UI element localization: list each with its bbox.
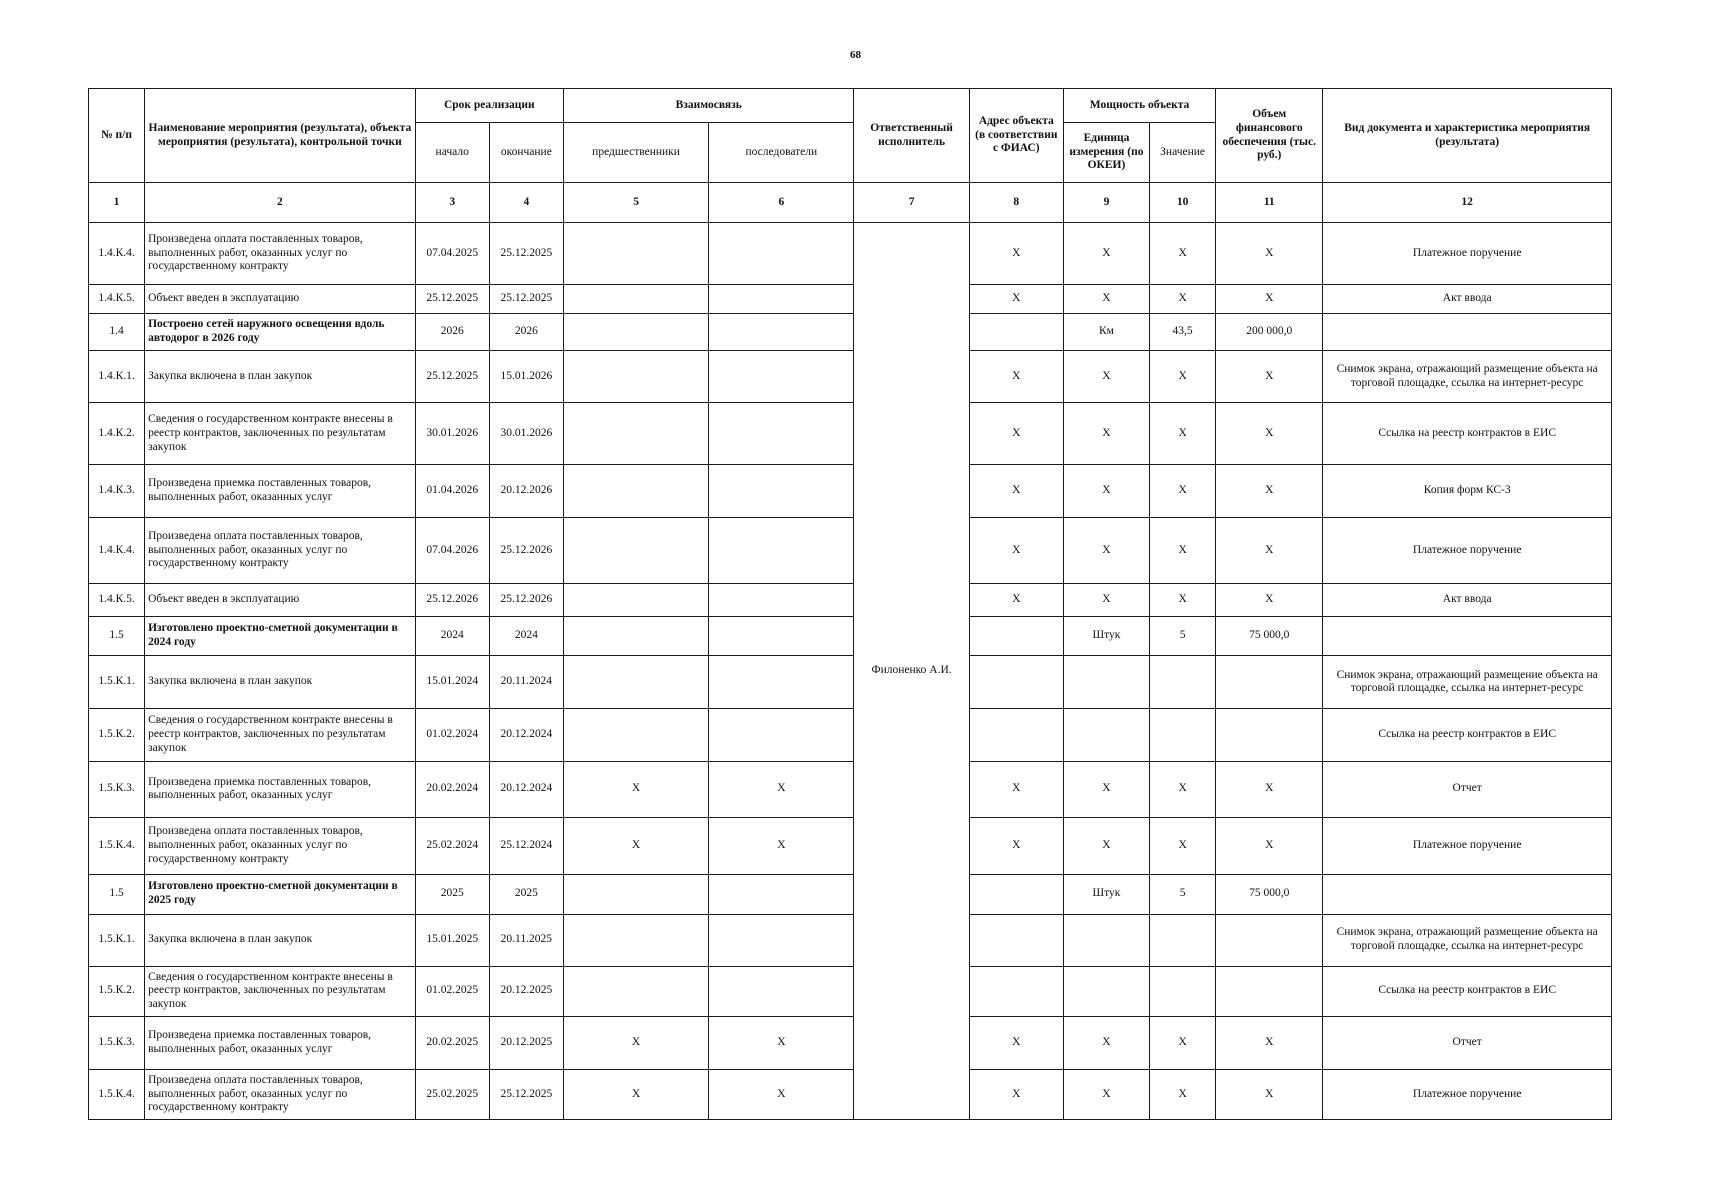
end-date: 30.01.2026 bbox=[489, 403, 563, 465]
end-date: 25.12.2026 bbox=[489, 583, 563, 617]
predecessors-cell bbox=[563, 284, 708, 313]
address-cell bbox=[969, 617, 1063, 656]
predecessors-cell: X bbox=[563, 761, 708, 817]
document-cell: Снимок экрана, отражающий размещение объекта на торговой площадке, ссылка на интернет-ресурс bbox=[1323, 351, 1612, 403]
followers-cell: X bbox=[709, 818, 854, 874]
end-date: 15.01.2026 bbox=[489, 351, 563, 403]
header-responsible: Ответственный исполнитель bbox=[854, 89, 969, 183]
event-name: Закупка включена в план закупок bbox=[145, 656, 416, 709]
predecessors-cell bbox=[563, 709, 708, 761]
row-number: 1.4.К.5. bbox=[89, 284, 145, 313]
document-cell: Ссылка на реестр контрактов в ЕИС bbox=[1323, 709, 1612, 761]
header-relation: Взаимосвязь bbox=[563, 89, 854, 123]
row-number: 1.4.К.4. bbox=[89, 518, 145, 583]
predecessors-cell bbox=[563, 223, 708, 285]
unit-cell: X bbox=[1063, 284, 1149, 313]
address-cell: X bbox=[969, 518, 1063, 583]
table-row bbox=[89, 966, 1612, 1016]
predecessors-cell bbox=[563, 617, 708, 656]
start-date: 07.04.2025 bbox=[415, 223, 489, 285]
finance-cell: X bbox=[1216, 465, 1323, 518]
page-number: 68 bbox=[850, 49, 861, 61]
followers-cell bbox=[709, 617, 854, 656]
value-cell: X bbox=[1150, 223, 1216, 285]
header-finance: Объем финансового обеспечения (тыс. руб.) bbox=[1216, 89, 1323, 183]
event-name: Закупка включена в план закупок bbox=[145, 914, 416, 966]
finance-cell: 200 000,0 bbox=[1216, 314, 1323, 351]
document-cell: Отчет bbox=[1323, 1016, 1612, 1069]
value-cell: X bbox=[1150, 818, 1216, 874]
end-date: 20.11.2024 bbox=[489, 656, 563, 709]
header-num: № п/п bbox=[89, 89, 145, 183]
predecessors-cell bbox=[563, 874, 708, 914]
table-body bbox=[89, 223, 1612, 1120]
value-cell: X bbox=[1150, 284, 1216, 313]
row-number: 1.5.К.1. bbox=[89, 656, 145, 709]
document-cell: Снимок экрана, отражающий размещение объекта на торговой площадке, ссылка на интернет-ресурс bbox=[1323, 914, 1612, 966]
followers-cell bbox=[709, 966, 854, 1016]
followers-cell: X bbox=[709, 1069, 854, 1119]
row-number: 1.5.К.3. bbox=[89, 1016, 145, 1069]
finance-cell: X bbox=[1216, 284, 1323, 313]
finance-cell: X bbox=[1216, 518, 1323, 583]
column-number: 2 bbox=[145, 183, 416, 223]
predecessors-cell bbox=[563, 966, 708, 1016]
document-cell: Акт ввода bbox=[1323, 284, 1612, 313]
table-row bbox=[89, 656, 1612, 709]
end-date: 20.12.2026 bbox=[489, 465, 563, 518]
followers-cell bbox=[709, 518, 854, 583]
row-number: 1.4 bbox=[89, 314, 145, 351]
table-row bbox=[89, 1069, 1612, 1119]
end-date: 25.12.2026 bbox=[489, 518, 563, 583]
address-cell: X bbox=[969, 223, 1063, 285]
value-cell: 43,5 bbox=[1150, 314, 1216, 351]
address-cell bbox=[969, 656, 1063, 709]
event-name: Произведена приемка поставленных товаров, выполненных работ, оказанных услуг bbox=[145, 1016, 416, 1069]
column-number: 11 bbox=[1216, 183, 1323, 223]
document-cell: Ссылка на реестр контрактов в ЕИС bbox=[1323, 403, 1612, 465]
event-name: Построено сетей наружного освещения вдоль автодорог в 2026 году bbox=[145, 314, 416, 351]
event-name: Сведения о государственном контракте внесены в реестр контрактов, заключенных по результатам закупок bbox=[145, 966, 416, 1016]
value-cell bbox=[1150, 656, 1216, 709]
row-number: 1.4.К.2. bbox=[89, 403, 145, 465]
predecessors-cell: X bbox=[563, 1069, 708, 1119]
predecessors-cell bbox=[563, 351, 708, 403]
start-date: 07.04.2026 bbox=[415, 518, 489, 583]
header-doc: Вид документа и характеристика мероприятия (результата) bbox=[1323, 89, 1612, 183]
predecessors-cell bbox=[563, 314, 708, 351]
finance-cell: X bbox=[1216, 223, 1323, 285]
end-date: 25.12.2024 bbox=[489, 818, 563, 874]
address-cell: X bbox=[969, 1069, 1063, 1119]
table-row bbox=[89, 617, 1612, 656]
followers-cell: X bbox=[709, 1016, 854, 1069]
value-cell: X bbox=[1150, 761, 1216, 817]
end-date: 25.12.2025 bbox=[489, 284, 563, 313]
table-row bbox=[89, 818, 1612, 874]
header-followers: последователи bbox=[709, 123, 854, 183]
unit-cell bbox=[1063, 709, 1149, 761]
header-end: окончание bbox=[489, 123, 563, 183]
column-number: 7 bbox=[854, 183, 969, 223]
table-row bbox=[89, 518, 1612, 583]
event-name: Сведения о государственном контракте внесены в реестр контрактов, заключенных по результатам закупок bbox=[145, 709, 416, 761]
followers-cell bbox=[709, 709, 854, 761]
start-date: 2026 bbox=[415, 314, 489, 351]
row-number: 1.5.К.1. bbox=[89, 914, 145, 966]
document-cell bbox=[1323, 617, 1612, 656]
end-date: 2024 bbox=[489, 617, 563, 656]
predecessors-cell: X bbox=[563, 818, 708, 874]
event-name: Изготовлено проектно-сметной документации в 2024 году bbox=[145, 617, 416, 656]
end-date: 20.12.2025 bbox=[489, 966, 563, 1016]
column-number: 4 bbox=[489, 183, 563, 223]
document-cell bbox=[1323, 314, 1612, 351]
start-date: 01.02.2024 bbox=[415, 709, 489, 761]
value-cell: X bbox=[1150, 1069, 1216, 1119]
start-date: 25.12.2025 bbox=[415, 351, 489, 403]
column-number: 3 bbox=[415, 183, 489, 223]
followers-cell bbox=[709, 351, 854, 403]
table-row bbox=[89, 465, 1612, 518]
row-number: 1.5 bbox=[89, 874, 145, 914]
end-date: 20.11.2025 bbox=[489, 914, 563, 966]
column-number: 8 bbox=[969, 183, 1063, 223]
unit-cell: Штук bbox=[1063, 874, 1149, 914]
end-date: 25.12.2025 bbox=[489, 223, 563, 285]
finance-cell bbox=[1216, 966, 1323, 1016]
followers-cell bbox=[709, 914, 854, 966]
header-address: Адрес объекта (в соответствии с ФИАС) bbox=[969, 89, 1063, 183]
followers-cell bbox=[709, 874, 854, 914]
followers-cell bbox=[709, 583, 854, 617]
unit-cell: X bbox=[1063, 351, 1149, 403]
document-cell: Платежное поручение bbox=[1323, 818, 1612, 874]
address-cell: X bbox=[969, 284, 1063, 313]
event-name: Произведена оплата поставленных товаров, выполненных работ, оказанных услуг по государственному контракту bbox=[145, 818, 416, 874]
document-cell: Снимок экрана, отражающий размещение объекта на торговой площадке, ссылка на интернет-ресурс bbox=[1323, 656, 1612, 709]
header-name: Наименование мероприятия (результата), объекта мероприятия (результата), контрольной точки bbox=[145, 89, 416, 183]
start-date: 15.01.2024 bbox=[415, 656, 489, 709]
address-cell: X bbox=[969, 1016, 1063, 1069]
start-date: 25.02.2024 bbox=[415, 818, 489, 874]
column-number: 1 bbox=[89, 183, 145, 223]
event-name: Закупка включена в план закупок bbox=[145, 351, 416, 403]
start-date: 20.02.2025 bbox=[415, 1016, 489, 1069]
row-number: 1.5.К.4. bbox=[89, 1069, 145, 1119]
table-row bbox=[89, 709, 1612, 761]
event-name: Сведения о государственном контракте внесены в реестр контрактов, заключенных по результатам закупок bbox=[145, 403, 416, 465]
end-date: 20.12.2025 bbox=[489, 1016, 563, 1069]
followers-cell bbox=[709, 403, 854, 465]
document-cell: Отчет bbox=[1323, 761, 1612, 817]
value-cell: X bbox=[1150, 351, 1216, 403]
predecessors-cell: X bbox=[563, 1016, 708, 1069]
address-cell bbox=[969, 314, 1063, 351]
finance-cell bbox=[1216, 709, 1323, 761]
start-date: 2025 bbox=[415, 874, 489, 914]
start-date: 25.12.2026 bbox=[415, 583, 489, 617]
predecessors-cell bbox=[563, 403, 708, 465]
unit-cell bbox=[1063, 656, 1149, 709]
address-cell bbox=[969, 709, 1063, 761]
end-date: 20.12.2024 bbox=[489, 761, 563, 817]
event-name: Объект введен в эксплуатацию bbox=[145, 284, 416, 313]
address-cell: X bbox=[969, 465, 1063, 518]
finance-cell: X bbox=[1216, 761, 1323, 817]
finance-cell: X bbox=[1216, 403, 1323, 465]
followers-cell bbox=[709, 284, 854, 313]
value-cell bbox=[1150, 966, 1216, 1016]
table-row bbox=[89, 874, 1612, 914]
finance-cell: 75 000,0 bbox=[1216, 874, 1323, 914]
document-cell: Копия форм КС-3 bbox=[1323, 465, 1612, 518]
end-date: 25.12.2025 bbox=[489, 1069, 563, 1119]
header-unit: Единица измерения (по ОКЕИ) bbox=[1063, 123, 1149, 183]
table-row bbox=[89, 1016, 1612, 1069]
header-start: начало bbox=[415, 123, 489, 183]
row-number: 1.5.К.2. bbox=[89, 966, 145, 1016]
value-cell bbox=[1150, 709, 1216, 761]
event-name: Произведена приемка поставленных товаров, выполненных работ, оказанных услуг bbox=[145, 761, 416, 817]
column-number: 12 bbox=[1323, 183, 1612, 223]
predecessors-cell bbox=[563, 583, 708, 617]
finance-cell: X bbox=[1216, 1016, 1323, 1069]
finance-cell bbox=[1216, 656, 1323, 709]
end-date: 2026 bbox=[489, 314, 563, 351]
table-row bbox=[89, 403, 1612, 465]
finance-cell: X bbox=[1216, 818, 1323, 874]
header-capacity: Мощность объекта bbox=[1063, 89, 1215, 123]
table-row bbox=[89, 583, 1612, 617]
end-date: 20.12.2024 bbox=[489, 709, 563, 761]
predecessors-cell bbox=[563, 518, 708, 583]
followers-cell bbox=[709, 314, 854, 351]
start-date: 01.04.2026 bbox=[415, 465, 489, 518]
end-date: 2025 bbox=[489, 874, 563, 914]
predecessors-cell bbox=[563, 914, 708, 966]
header-predecessors: предшественники bbox=[563, 123, 708, 183]
row-number: 1.5.К.4. bbox=[89, 818, 145, 874]
value-cell bbox=[1150, 914, 1216, 966]
value-cell: X bbox=[1150, 583, 1216, 617]
unit-cell: X bbox=[1063, 223, 1149, 285]
table-row bbox=[89, 351, 1612, 403]
start-date: 20.02.2024 bbox=[415, 761, 489, 817]
row-number: 1.5.К.3. bbox=[89, 761, 145, 817]
finance-cell: X bbox=[1216, 351, 1323, 403]
address-cell bbox=[969, 914, 1063, 966]
unit-cell bbox=[1063, 914, 1149, 966]
unit-cell: X bbox=[1063, 518, 1149, 583]
start-date: 2024 bbox=[415, 617, 489, 656]
followers-cell bbox=[709, 656, 854, 709]
followers-cell: X bbox=[709, 761, 854, 817]
unit-cell bbox=[1063, 966, 1149, 1016]
value-cell: X bbox=[1150, 465, 1216, 518]
column-numbers-row bbox=[89, 183, 1612, 223]
predecessors-cell bbox=[563, 465, 708, 518]
column-number: 5 bbox=[563, 183, 708, 223]
address-cell: X bbox=[969, 403, 1063, 465]
table-row bbox=[89, 761, 1612, 817]
event-name: Объект введен в эксплуатацию bbox=[145, 583, 416, 617]
unit-cell: X bbox=[1063, 465, 1149, 518]
unit-cell: Штук bbox=[1063, 617, 1149, 656]
unit-cell: Км bbox=[1063, 314, 1149, 351]
event-name: Изготовлено проектно-сметной документации в 2025 году bbox=[145, 874, 416, 914]
finance-cell bbox=[1216, 914, 1323, 966]
column-number: 6 bbox=[709, 183, 854, 223]
header-value: Значение bbox=[1150, 123, 1216, 183]
value-cell: X bbox=[1150, 403, 1216, 465]
value-cell: 5 bbox=[1150, 874, 1216, 914]
unit-cell: X bbox=[1063, 818, 1149, 874]
table-header bbox=[89, 89, 1612, 223]
event-name: Произведена приемка поставленных товаров, выполненных работ, оказанных услуг bbox=[145, 465, 416, 518]
header-period: Срок реализации bbox=[415, 89, 563, 123]
unit-cell: X bbox=[1063, 1016, 1149, 1069]
row-number: 1.5 bbox=[89, 617, 145, 656]
unit-cell: X bbox=[1063, 583, 1149, 617]
start-date: 15.01.2025 bbox=[415, 914, 489, 966]
table-row bbox=[89, 284, 1612, 313]
event-name: Произведена оплата поставленных товаров, выполненных работ, оказанных услуг по государственному контракту bbox=[145, 1069, 416, 1119]
finance-cell: X bbox=[1216, 1069, 1323, 1119]
value-cell: X bbox=[1150, 1016, 1216, 1069]
finance-cell: X bbox=[1216, 583, 1323, 617]
document-cell: Акт ввода bbox=[1323, 583, 1612, 617]
address-cell: X bbox=[969, 761, 1063, 817]
followers-cell bbox=[709, 223, 854, 285]
unit-cell: X bbox=[1063, 761, 1149, 817]
followers-cell bbox=[709, 465, 854, 518]
predecessors-cell bbox=[563, 656, 708, 709]
address-cell: X bbox=[969, 818, 1063, 874]
row-number: 1.4.К.1. bbox=[89, 351, 145, 403]
row-number: 1.4.К.3. bbox=[89, 465, 145, 518]
start-date: 30.01.2026 bbox=[415, 403, 489, 465]
row-number: 1.4.К.4. bbox=[89, 223, 145, 285]
row-number: 1.4.К.5. bbox=[89, 583, 145, 617]
event-name: Произведена оплата поставленных товаров, выполненных работ, оказанных услуг по государственному контракту bbox=[145, 518, 416, 583]
event-name: Произведена оплата поставленных товаров, выполненных работ, оказанных услуг по государственному контракту bbox=[145, 223, 416, 285]
table-row bbox=[89, 223, 1612, 285]
address-cell bbox=[969, 966, 1063, 1016]
responsible-executor: Филоненко А.И. bbox=[854, 223, 969, 1120]
document-cell: Платежное поручение bbox=[1323, 1069, 1612, 1119]
value-cell: 5 bbox=[1150, 617, 1216, 656]
address-cell bbox=[969, 874, 1063, 914]
value-cell: X bbox=[1150, 518, 1216, 583]
start-date: 25.02.2025 bbox=[415, 1069, 489, 1119]
unit-cell: X bbox=[1063, 403, 1149, 465]
address-cell: X bbox=[969, 351, 1063, 403]
start-date: 01.02.2025 bbox=[415, 966, 489, 1016]
document-cell: Платежное поручение bbox=[1323, 223, 1612, 285]
start-date: 25.12.2025 bbox=[415, 284, 489, 313]
address-cell: X bbox=[969, 583, 1063, 617]
document-cell: Ссылка на реестр контрактов в ЕИС bbox=[1323, 966, 1612, 1016]
document-cell bbox=[1323, 874, 1612, 914]
row-number: 1.5.К.2. bbox=[89, 709, 145, 761]
implementation-plan-table bbox=[88, 88, 1612, 1120]
table-row bbox=[89, 914, 1612, 966]
unit-cell: X bbox=[1063, 1069, 1149, 1119]
table-row bbox=[89, 314, 1612, 351]
finance-cell: 75 000,0 bbox=[1216, 617, 1323, 656]
document-cell: Платежное поручение bbox=[1323, 518, 1612, 583]
column-number: 10 bbox=[1150, 183, 1216, 223]
column-number: 9 bbox=[1063, 183, 1149, 223]
